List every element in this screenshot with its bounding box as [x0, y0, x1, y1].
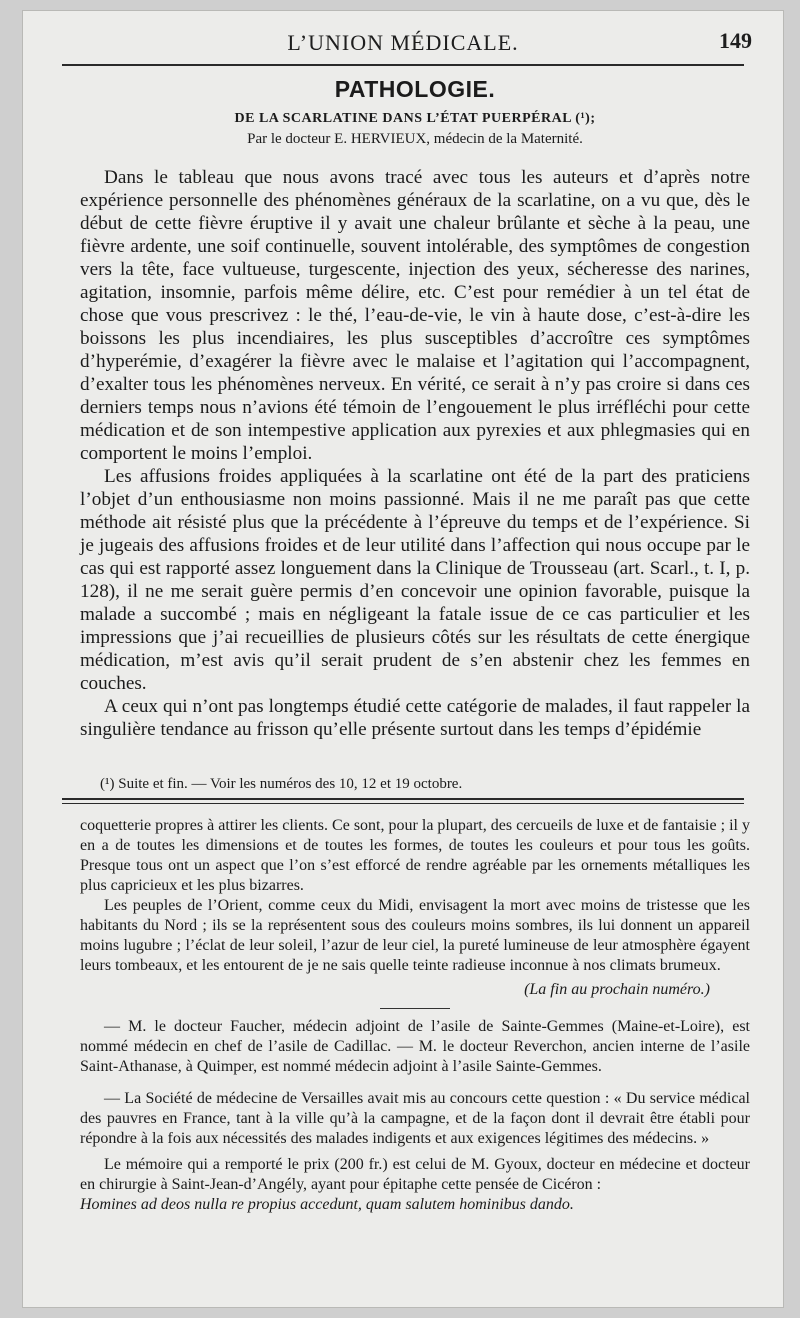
- article-body: [80, 166, 750, 741]
- news-item: Le mémoire qui a remporté le prix (200 fr.) est celui de M. Gyoux, docteur en médecine et docteur en chirurgie à Saint-Jean-d’Angély, ayant pour épitaphe cette pensée de Cicéron :: [80, 1156, 750, 1193]
- footnote: (¹) Suite et fin. — Voir les numéros des 10, 12 et 19 octobre.: [100, 776, 463, 792]
- article: [80, 76, 750, 741]
- footnote-block: [80, 774, 750, 794]
- feuilleton-rule-top: [62, 798, 744, 800]
- feuilleton-paragraph: coquetterie propres à attirer les clients. Ce sont, pour la plupart, des cercueils de luxe et de fantaisie ; il y en a de toutes les dimensions et de toutes les formes, de toutes les couleurs et pour tous les goûts. Presque tous ont un aspect que l’on s’est efforcé de rendre agréable par les ornements métalliques les plus capricieux et les plus bizarres.: [80, 817, 750, 894]
- latin-epigraph: Homines ad deos nulla re propius accedunt, quam salutem hominibus dando.: [80, 1196, 574, 1213]
- feuilleton-signoff: (La fin au prochain numéro.): [524, 981, 710, 998]
- running-title: L’UNION MÉDICALE.: [287, 30, 519, 55]
- section-divider: [380, 1008, 450, 1009]
- header-rule: [62, 64, 744, 66]
- news-item: — La Société de médecine de Versailles avait mis au concours cette question : « Du service médical des pauvres en France, tant à la ville qu’à la campagne, et de la façon dont il devrait être établi pour répondre à la fois aux nécessités des malades indigents et aux exigences légitimes des médecins. »: [80, 1090, 750, 1147]
- journal-page: [22, 10, 784, 1308]
- article-subtitle: DE LA SCARLATINE DANS L’ÉTAT PUERPÉRAL (¹);: [234, 111, 596, 126]
- section-title: PATHOLOGIE.: [334, 76, 496, 102]
- page-header: [44, 24, 762, 64]
- article-author: Par le docteur E. HERVIEUX, médecin de la Maternité.: [247, 131, 583, 147]
- article-paragraph: Dans le tableau que nous avons tracé avec tous les auteurs et d’après notre expérience personnelle des phénomènes généraux de la scarlatine, on a vu que, dès le début de cette fièvre éruptive il y avait une chaleur brûlante et sèche à la peau, une fièvre ardente, une soif continuelle, souvent intolérable, des symptômes de congestion vers la tête, face vultueuse, turgescente, injection des yeux, sécheresse des narines, agitation, insomnie, parfois même délire, etc. C’est pour remédier à un tel état de chose que vous prescrivez : le thé, l’eau-de-vie, le vin à haute dose, c’est-à-dire les boissons les plus incendiaires, les plus susceptibles d’accroître ces symptômes d’hyperémie, d’exagérer la fièvre avec le malaise et l’agitation qui l’accompagnent, d’exalter tous les phénomènes nerveux. En vérité, ce serait à n’y pas croire si dans ces derniers temps nous n’avions été témoin de l’engouement le plus irréfléchi pour cette médication et de son intempestive application aux pyrexies et aux phlegmasies qui en comportent le moins l’emploi.: [80, 167, 750, 464]
- news-item: — M. le docteur Faucher, médecin adjoint de l’asile de Sainte-Gemmes (Maine-et-Loire), est nommé médecin en chef de l’asile de Cadillac. — M. le docteur Reverchon, ancien interne de l’asile Saint-Athanase, à Quimper, est nommé médecin adjoint à l’asile Sainte-Gemmes.: [80, 1018, 750, 1075]
- article-paragraph: A ceux qui n’ont pas longtemps étudié cette catégorie de malades, il faut rappeler la singulière tendance au frisson qu’elle présente surtout dans les temps d’épidémie: [80, 696, 750, 740]
- page-number: 149: [719, 28, 752, 53]
- feuilleton: [80, 816, 750, 1215]
- feuilleton-paragraph: Les peuples de l’Orient, comme ceux du Midi, envisagent la mort avec moins de tristesse que les habitants du Nord ; ils se la représentent sous des couleurs moins sombres, ils lui donnent un appareil moins lugubre ; l’éclat de leur soleil, l’azur de leur ciel, la pureté lumineuse de leur atmosphère égayent leurs tombeaux, et les entourent de je ne sais quelle teinte radieuse inconnue à nos climats brumeux.: [80, 897, 750, 974]
- feuilleton-rule-bottom: [62, 803, 744, 804]
- article-paragraph: Les affusions froides appliquées à la scarlatine ont été de la part des praticiens l’objet d’un enthousiasme non moins passionné. Mais il ne me paraît pas que cette méthode ait résisté plus que la précédente à l’épreuve du temps et de l’expérience. Si je jugeais des affusions froides et de leur utilité dans l’affection qui nous occupe par le cas qui est rapporté assez longuement dans la Clinique de Trousseau (art. Scarl., t. I, p. 128), il ne me serait guère permis d’en concevoir une opinion favorable, puisque la malade a succombé ; mais en négligeant la fatale issue de ce cas particulier et les impressions que j’ai recueillies de plusieurs côtés sur les résultats de cette énergique médication, m’est avis qu’il serait prudent de s’en abstenir chez les femmes en couches.: [80, 466, 750, 694]
